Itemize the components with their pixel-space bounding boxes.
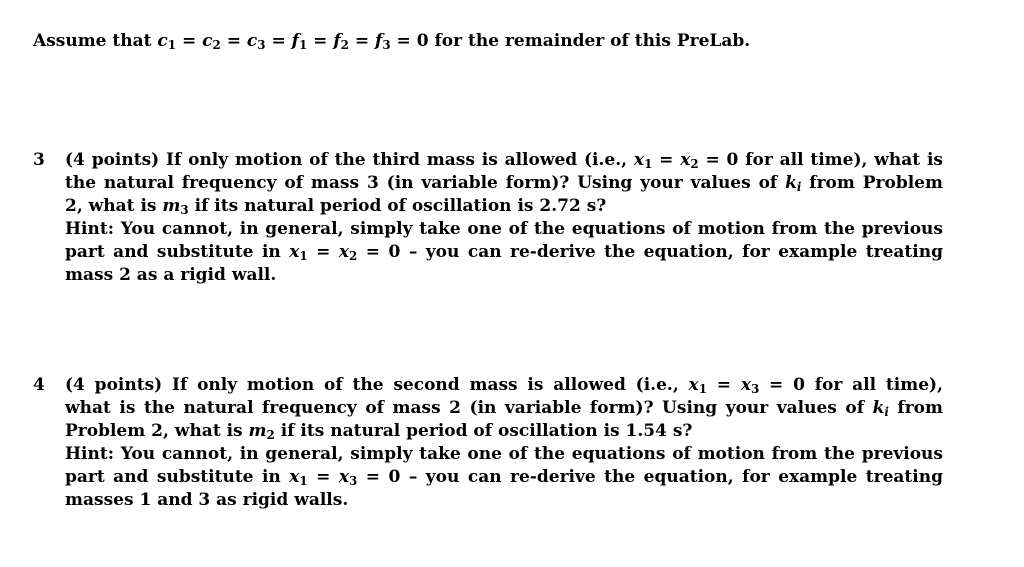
problem-number: 4 [33,375,45,395]
hint-line: masses 1 and 3 as rigid walls. [65,490,349,510]
hint-line: Hint: You cannot, in general, simply take one of the equations of motion from the previous [65,219,943,239]
math-f1: $f_1$ [291,31,308,52]
problem-line: what is the natural frequency of mass 2 (in variable form)? Using your values of $k_i$ from [65,398,943,419]
math-ki: $k_i$ [785,173,802,194]
problem-line: the natural frequency of mass 3 (in variable form)? Using your values of $k_i$ from Problem [65,173,943,194]
zero-condition: $x_1 = x_2 = 0$ [289,242,401,263]
mass-symbol: $m_3$ [162,196,189,217]
problem-line: 2, what is $m_3$ if its natural period of oscillation is 2.72 s? [65,196,607,217]
math-ki: $k_i$ [872,398,889,419]
problem-number: 3 [33,150,45,170]
problem-line: (4 points) If only motion of the second mass is allowed (i.e., $x_1 = x_3 = 0$ for all time), [65,375,943,396]
math-f2: $f_2$ [333,31,349,52]
math-c2: $c_2$ [202,31,221,52]
problem-text [65,374,943,512]
hint-line: mass 2 as a rigid wall. [65,265,277,285]
hint-line: part and substitute in $x_1 = x_2 = 0$ – you can re-derive the equation, for example treating [65,242,943,263]
problem-line: (4 points) If only motion of the third mass is allowed (i.e., $x_1 = x_2 = 0$ for all time), what is [65,150,943,171]
math-c3: $c_3$ [246,31,266,52]
hint-line: part and substitute in $x_1 = x_3 = 0$ – you can re-derive the equation, for example treating [65,467,943,488]
zero-condition: $x_1 = x_3 = 0$ [688,375,805,396]
zero-condition: $x_1 = x_2 = 0$ [633,150,739,171]
math-c1: $c_1$ [157,31,177,52]
intro-statement: Assume that $c_1 = c_2 = c_3 = f_1 = f_2 = f_3 = 0$ for the remainder of this PreLab. [33,31,751,52]
problem-line: Problem 2, what is $m_2$ if its natural period of oscillation is 1.54 s? [65,421,693,442]
mass-symbol: $m_2$ [248,421,275,442]
problem-text [65,149,943,287]
math-f3: $f_3$ [375,31,391,52]
hint-line: Hint: You cannot, in general, simply take one of the equations of motion from the previous [65,444,943,464]
zero-condition: $x_1 = x_3 = 0$ [289,467,401,488]
